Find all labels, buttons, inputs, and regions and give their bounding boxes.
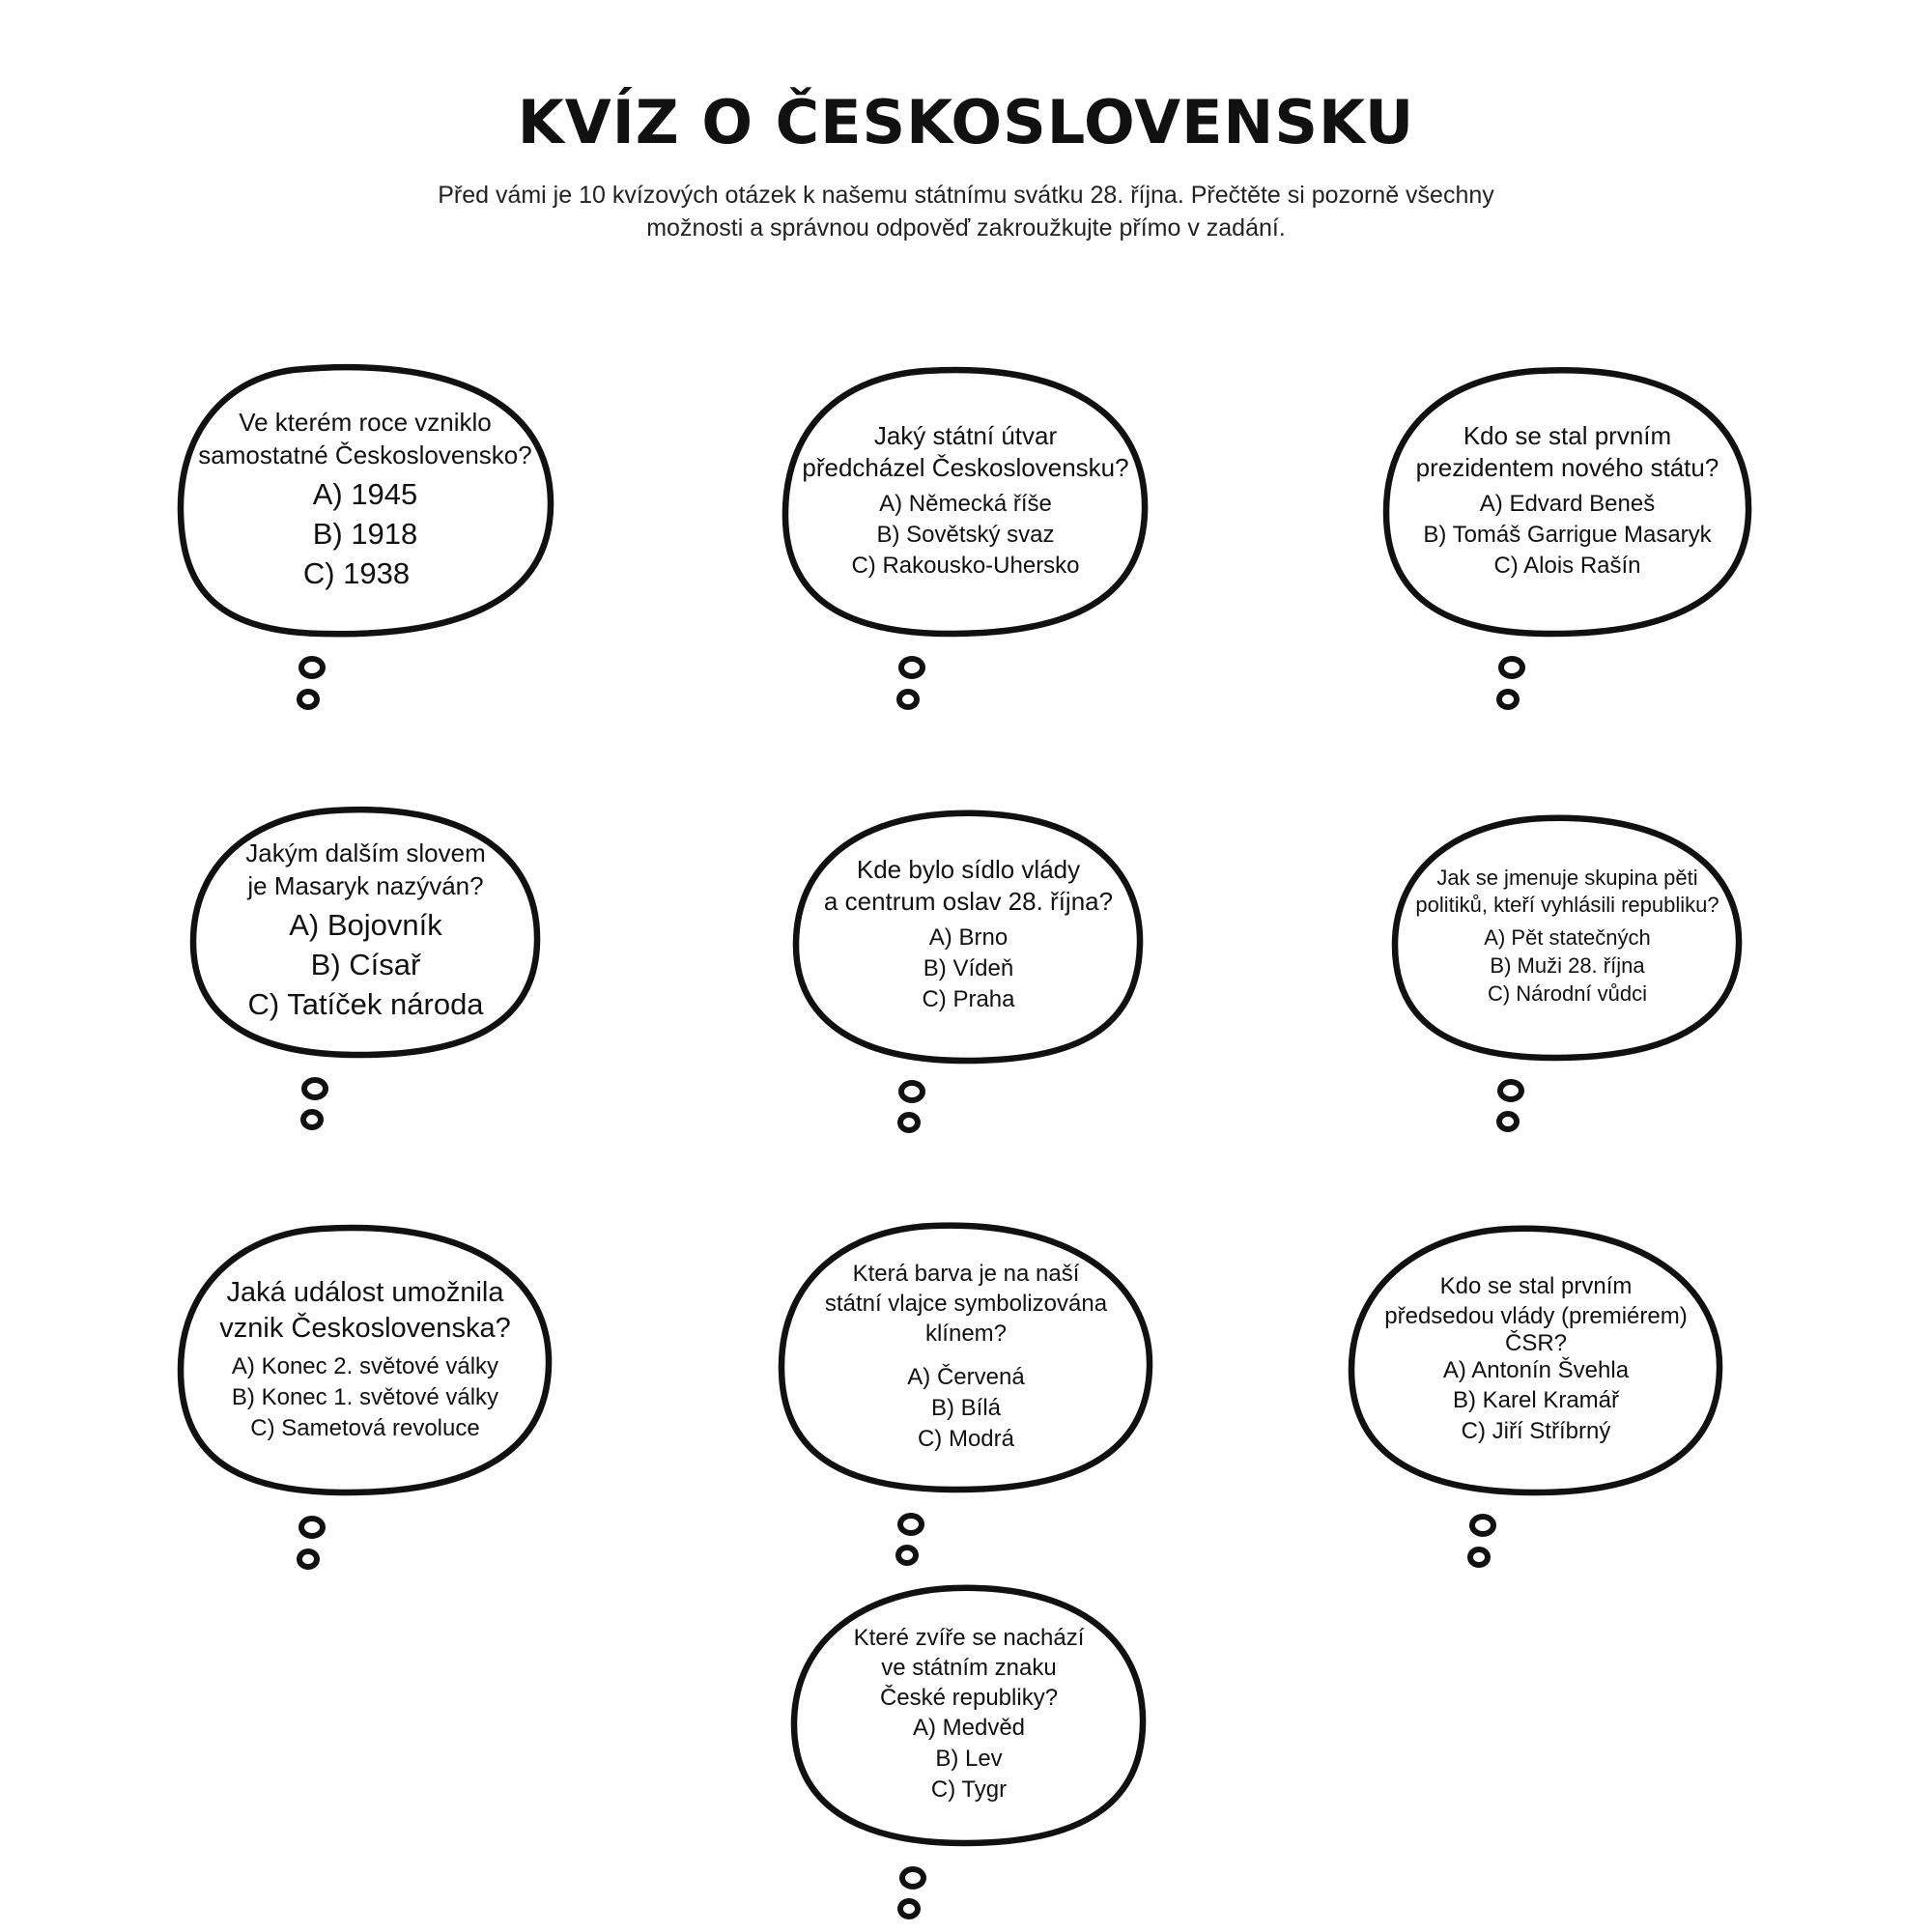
question-text: Která barva je na naší [852, 1260, 1080, 1287]
answer-option-c[interactable]: C) Sametová revoluce [250, 1414, 480, 1441]
question-bubble-8 [778, 1222, 1154, 1570]
intro-line-2: možnosti a správnou odpověď zakroužkujte přímo v zadání. [646, 214, 1286, 242]
answer-option-a[interactable]: A) Konec 2. světové války [231, 1353, 499, 1380]
answer-option-c[interactable]: C) Jiří Stříbrný [1461, 1418, 1611, 1445]
answer-option-b[interactable]: B) Vídeň [923, 954, 1014, 981]
question-text: je Masaryk nazýván? [247, 870, 484, 900]
answer-option-c[interactable]: C) Modrá [917, 1425, 1014, 1452]
answer-option-a[interactable]: A) Německá říše [879, 491, 1052, 518]
question-text: Kdo se stal prvním [1439, 1273, 1633, 1300]
answer-option-a[interactable]: A) Edvard Beneš [1479, 491, 1656, 518]
question-text: Jaká událost umožnila [226, 1276, 504, 1308]
question-bubble-2 [781, 367, 1151, 715]
answer-option-a[interactable]: A) Antonín Švehla [1442, 1356, 1630, 1383]
question-text: a centrum oslav 28. října? [823, 887, 1114, 917]
answer-option-a[interactable]: A) Červená [907, 1364, 1025, 1391]
question-text: státní vlajce symbolizována [824, 1290, 1108, 1317]
question-bubble-3 [1381, 367, 1753, 715]
answer-option-b[interactable]: B) Karel Kramář [1452, 1387, 1620, 1414]
question-text: předcházel Československu? [802, 453, 1129, 483]
question-text: Jaký státní útvar [873, 420, 1058, 450]
question-text: Jak se jmenuje skupina pěti [1436, 865, 1698, 890]
question-bubble-6 [1391, 814, 1744, 1133]
answer-option-a[interactable]: A) Medvěd [912, 1715, 1026, 1742]
question-bubble-9 [1348, 1225, 1724, 1573]
question-text: ČSR? [1504, 1329, 1568, 1356]
answer-option-c[interactable]: C) Praha [922, 985, 1015, 1012]
question-text: prezidentem nového státu? [1415, 453, 1719, 483]
answer-option-b[interactable]: B) Tomáš Garrigue Masaryk [1423, 521, 1712, 548]
question-text: ve státním znaku [881, 1654, 1057, 1681]
question-text: Jakým dalším slovem [245, 838, 486, 867]
question-bubble-4 [189, 807, 542, 1130]
question-bubble-1 [177, 365, 554, 713]
question-text: předsedou vlády (premiérem) [1384, 1303, 1688, 1330]
intro-text [406, 179, 1526, 244]
answer-option-b[interactable]: B) Konec 1. světové války [231, 1383, 499, 1410]
answer-option-c[interactable]: C) 1938 [302, 556, 411, 591]
question-text: klínem? [924, 1321, 1008, 1348]
answer-option-b[interactable]: B) Bílá [930, 1394, 1001, 1421]
page-title: KVÍZ O ČESKOSLOVENSKU [517, 87, 1415, 157]
answer-option-c[interactable]: C) Rakousko-Uhersko [851, 552, 1080, 579]
answer-option-b[interactable]: B) Lev [935, 1745, 1003, 1772]
question-text: vznik Československa? [219, 1313, 511, 1345]
question-text: České republiky? [879, 1685, 1059, 1712]
answer-option-c[interactable]: C) Alois Rašín [1493, 552, 1641, 579]
answer-option-a[interactable]: A) 1945 [312, 477, 418, 512]
question-text: Které zvíře se nachází [853, 1624, 1085, 1651]
answer-option-b[interactable]: B) Sovětský svaz [876, 521, 1055, 548]
answer-option-b[interactable]: B) Muži 28. října [1490, 953, 1645, 979]
question-text: Kde bylo sídlo vlády [856, 854, 1081, 884]
answer-option-c[interactable]: C) Národní vůdci [1487, 981, 1648, 1007]
intro-line-1: Před vámi je 10 kvízových otázek k našemu státnímu svátku 28. října. Přečtěte si pozorně všechny [438, 182, 1494, 209]
answer-option-c[interactable]: C) Tygr [930, 1776, 1008, 1803]
answer-option-b[interactable]: B) 1918 [312, 517, 418, 552]
answer-option-c[interactable]: C) Tatíček národa [247, 987, 484, 1022]
answer-option-a[interactable]: A) Bojovník [289, 908, 442, 943]
question-bubble-7 [177, 1225, 554, 1573]
question-text: Ve kterém roce vzniklo [239, 407, 492, 437]
question-text: samostatné Československo? [198, 440, 532, 469]
answer-option-a[interactable]: A) Brno [928, 924, 1009, 952]
question-bubble-10 [790, 1584, 1148, 1922]
answer-option-b[interactable]: B) Císař [310, 948, 421, 982]
question-text: politiků, kteří vyhlásili republiku? [1415, 893, 1719, 918]
question-text: Kdo se stal prvním [1463, 420, 1672, 450]
question-bubble-5 [792, 810, 1145, 1133]
answer-option-a[interactable]: A) Pět statečných [1484, 925, 1651, 951]
